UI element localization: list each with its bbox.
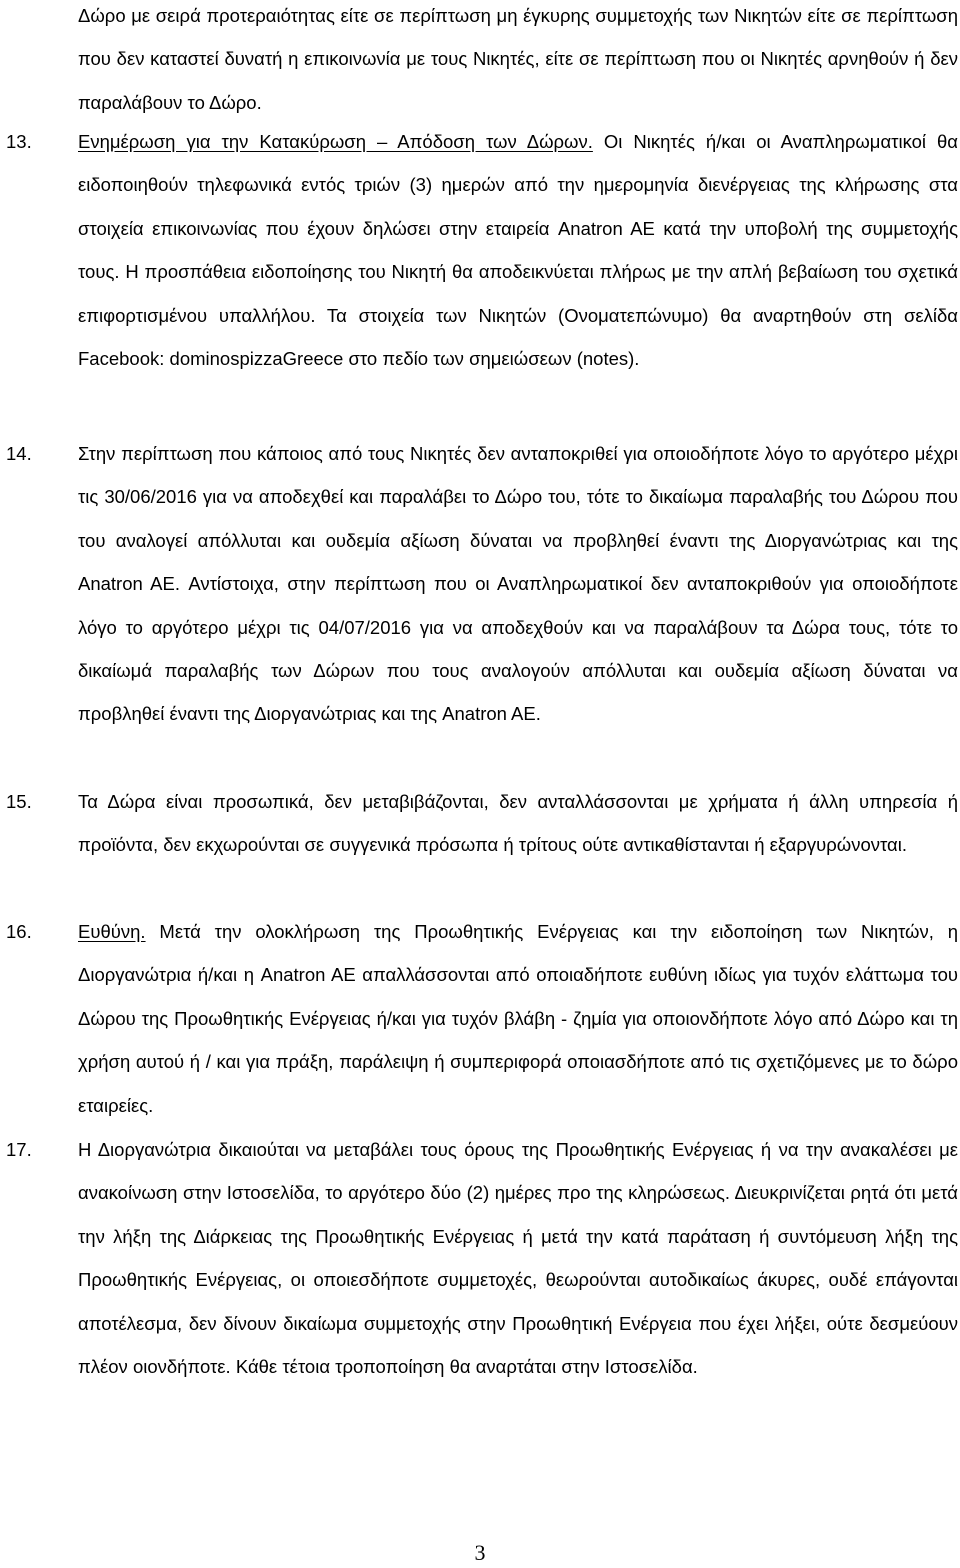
item-body: [78, 1128, 958, 1388]
item-body: [78, 780, 958, 867]
item-text: Τα Δώρα είναι προσωπικά, δεν μεταβιβάζονται, δεν ανταλλάσσονται με χρήματα ή άλλη υπηρεσία ή προϊόντα, δεν εκχωρούνται σε συγγενικά πρόσωπα ή τρίτους ούτε αντικαθίστανται ή εξαργυρώνονται.: [78, 791, 958, 856]
item-text: Μετά την ολοκλήρωση της Προωθητικής Ενέργειας και την ειδοποίηση των Νικητών, η Διοργανώτρια ή/και η Anatron AE απαλλάσσονται από οποιαδήποτε ευθύνη ιδίως για τυχόν ελάττωμα του Δώρου της Προωθητικής Ενέργειας ή/και για τυχόν βλάβη - ζημία για οποιονδήποτε λόγο από Δώρο και τη χρήση αυτού ή / και για πράξη, παράλειψη ή συμπεριφορά οποιασδήποτε από τις σχετιζόμενες με το δώρο εταιρείες.: [78, 921, 959, 1116]
continuation-paragraph: Δώρο με σειρά προτεραιότητας είτε σε περίπτωση μη έγκυρης συμμετοχής των Νικητών είτε σε περίπτωση που δεν καταστεί δυνατή η επικοινωνία με τους Νικητές, είτε σε περίπτωση που οι Νικητές αρνηθούν ή δεν παραλάβουν το Δώρο.: [78, 5, 958, 113]
item-text: Οι Νικητές ή/και οι Αναπληρωματικοί θα ειδοποιηθούν τηλεφωνικά εντός τριών (3) ημερών από την ημερομηνία διενέργειας της κλήρωσης στα στοιχεία επικοινωνίας που έχουν δηλώσει στην εταιρεία Anatron AE κατά την υποβολή της συμμετοχής τους. Η προσπάθεια ειδοποίησης του Νικητή θα αποδεικνύεται πλήρως με την απλή βεβαίωση του σχετικά επιφορτισμένου υπαλλήλου. Τα στοιχεία των Νικητών (Ονοματεπώνυμο) θα αναρτηθούν στη σελίδα Facebook: dominospizzaGreece στο πεδίο των σημειώσεων (notes).: [78, 131, 958, 370]
page-number: 3: [474, 1540, 486, 1565]
item-number: 14.: [6, 443, 32, 464]
item-body: [78, 910, 958, 1127]
item-number: 17.: [6, 1139, 32, 1160]
item-text: Η Διοργανώτρια δικαιούται να μεταβάλει τους όρους της Προωθητικής Ενέργειας ή να την ανακαλέσει με ανακοίνωση στην Ιστοσελίδα, το αργότερο δύο (2) ημέρες προ της κληρώσεως. Διευκρινίζεται ρητά ότι μετά την λήξη της Διάρκειας της Προωθητικής Ενέργειας ή μετά την κατά παράταση ή συντόμευση λήξη της Προωθητικής Ενέργειας, οι οποιεσδήποτε συμμετοχές, θεωρούνται αυτοδικαίως άκυρες, ουδέ επάγονται αποτέλεσμα, δεν δίνουν δικαίωμα συμμετοχής στην Προωθητική Ενέργεια που έχει λήξει, ούτε δεσμεύουν πλέον οιονδήποτε. Κάθε τέτοια τροποποίηση θα αναρτάται στην Ιστοσελίδα.: [78, 1139, 958, 1378]
item-number: 15.: [6, 791, 32, 812]
item-heading: Ενημέρωση για την Κατακύρωση – Απόδοση των Δώρων.: [78, 131, 593, 152]
item-heading: Ευθύνη.: [78, 921, 146, 942]
item-body: [78, 432, 958, 736]
item-number: 13.: [6, 131, 32, 152]
item-body: [78, 120, 958, 380]
item-number: 16.: [6, 921, 32, 942]
item-text: Στην περίπτωση που κάποιος από τους Νικητές δεν ανταποκριθεί για οποιοδήποτε λόγο το αργότερο μέχρι τις 30/06/2016 για να αποδεχθεί και παραλάβει το Δώρο του, τότε το δικαίωμα παραλαβής του Δώρου που του αναλογεί απόλλυται και ουδεμία αξίωση δύναται να προβληθεί έναντι της Διοργανώτριας και της Anatron AE. Αντίστοιχα, στην περίπτωση που οι Αναπληρωματικοί δεν ανταποκριθούν για οποιοδήποτε λόγο το αργότερο μέχρι τις 04/07/2016 για να αποδεχθούν και να παραλάβουν τα Δώρα τους, τότε το δικαίωμά παραλαβής των Δώρων που τους αναλογούν απόλλυται και ουδεμία αξίωση δύναται να προβληθεί έναντι της Διοργανώτριας και της Anatron AE.: [78, 443, 958, 725]
